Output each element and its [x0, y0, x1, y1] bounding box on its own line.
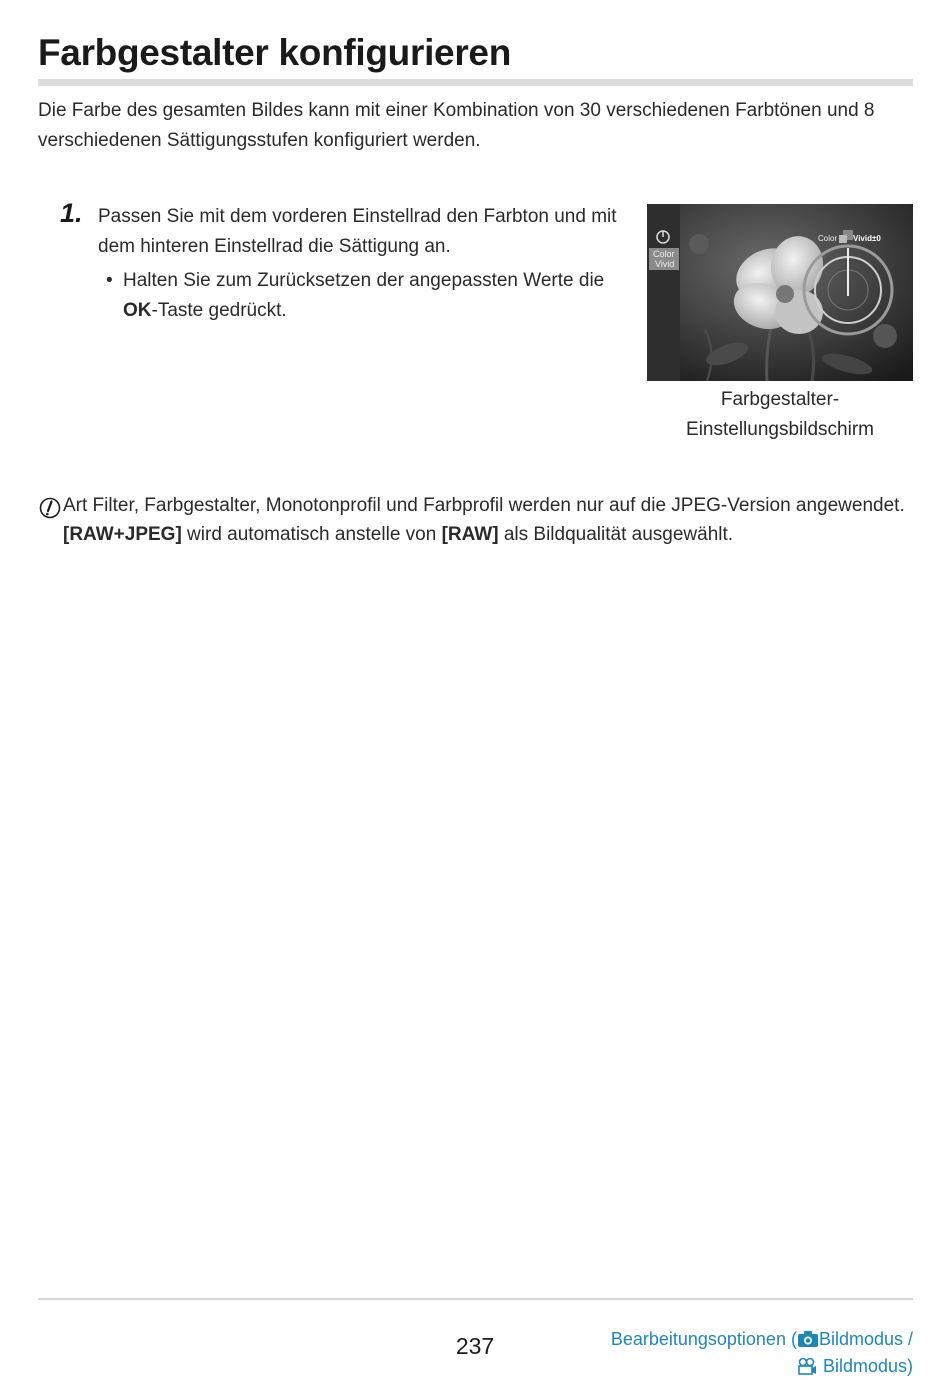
step-instruction: Passen Sie mit dem vorderen Einstellrad den Farbton und mit dem hinteren Einstellrad die Sättigung an.	[98, 206, 617, 257]
bullet-dot: •	[106, 270, 113, 291]
screen-top-label-vivid: Vivid±0	[853, 234, 881, 243]
footer-rule	[38, 1298, 913, 1300]
bullet-text: Halten Sie zum Zurücksetzen der angepassten Werte die OK-Taste gedrückt.	[123, 270, 605, 321]
camera-screen-image	[647, 204, 913, 381]
note-line-1: Art Filter, Farbgestalter, Monotonprofil und Farbprofil werden nur auf die JPEG-Version angewendet.	[63, 495, 905, 516]
camera-icon	[797, 1330, 819, 1348]
screen-side-label-vivid: Vivid	[655, 259, 675, 269]
page-title: Farbgestalter konfigurieren	[38, 32, 512, 73]
flower-screen-illustration	[647, 204, 913, 381]
caption-line-1: Farbgestalter-	[720, 389, 840, 410]
footer-nav-link[interactable]	[611, 1326, 913, 1380]
raw-label: [RAW]	[441, 524, 499, 545]
title-underline	[38, 79, 913, 86]
note-icon	[39, 497, 61, 519]
movie-camera-icon	[796, 1357, 818, 1375]
page-number: 237	[455, 1333, 495, 1359]
footer-nav-line-1[interactable]: Bearbeitungsoptionen ( Bildmodus /	[610, 1329, 913, 1349]
note-line-2: [RAW+JPEG] wird automatisch anstelle von [RAW] als Bildqualität ausgewählt.	[63, 524, 734, 545]
caption-line-2: Einstellungsbildschirm	[686, 419, 874, 440]
screen-top-label-color: Color	[818, 234, 838, 243]
intro-paragraph: Die Farbe des gesamten Bildes kann mit einer Kombination von 30 verschiedenen Farbtönen und 8 verschiedenen Sättigungsstufen konfiguriert werden.	[38, 100, 875, 151]
ok-button-label: OK	[123, 300, 152, 321]
image-caption	[648, 385, 912, 445]
step-number: 1.	[60, 198, 83, 228]
footer-nav-line-2[interactable]: Bildmodus)	[611, 1353, 913, 1380]
screen-side-label-color: Color	[653, 249, 675, 259]
raw-jpeg-label: [RAW+JPEG]	[63, 524, 182, 545]
